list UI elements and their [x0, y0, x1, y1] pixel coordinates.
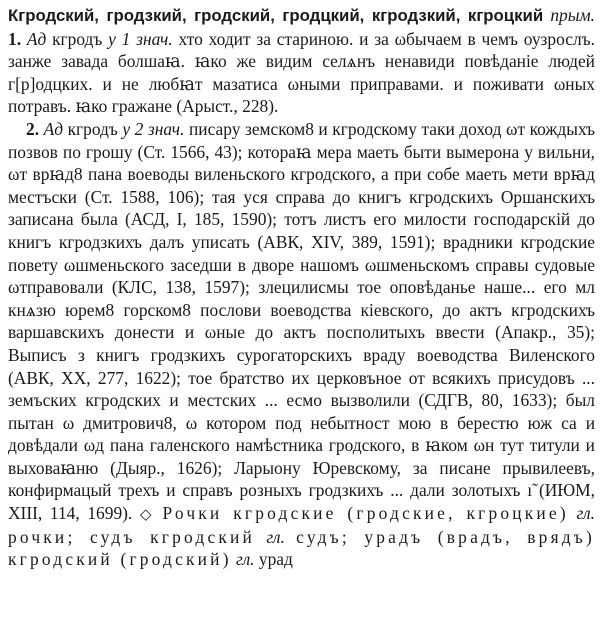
- part-of-speech: прым.: [550, 5, 595, 25]
- phrase-value-2: судъ; урадъ (врадъ, врядъ) кгродский (гродский): [8, 526, 595, 570]
- phrase-label-3: гл.: [236, 549, 255, 570]
- sense-1-ref: кгродъ: [52, 28, 103, 49]
- sense-1-ref-sense: у 1 знач.: [108, 28, 173, 49]
- sense-2-ref: кгродъ: [67, 118, 118, 139]
- entry-headwords: Кгродский, гродзкий, гродский, гродцкий, кгродзкий, кгроцкий: [8, 6, 544, 25]
- sense-1-text: хто ходит за стариною. и за ωбычаем в чемъ оузрослъ. занже завада болшаꙗ. ꙗко же видим селѧнъ ненавиди повѣданiе людей г[р]одцких. и не любꙗт мазатиса ωными приправами. и поживати ωных потравъ. ꙗко гражане (Арыст., 228).: [8, 28, 595, 117]
- sense-2-number: 2.: [26, 118, 40, 139]
- sense-2-label: Ад: [43, 118, 64, 139]
- phrase-value-1: рочки; судъ кгродский: [8, 526, 256, 547]
- sense-2-ref-sense: у 2 знач.: [122, 118, 185, 139]
- sense-1-number: 1.: [8, 28, 22, 49]
- phrase-diamond-icon: ◇: [139, 505, 155, 524]
- phrase-text: Рочки кгродские (гродские, кгроцкие): [162, 503, 569, 524]
- entry-paragraph-1: [8, 4, 595, 118]
- sense-2-text: писару земском8 и кгродскому таки доход ωт кождыхъ позвов по грошу (Ст. 1566, 43); котораꙗ мера маеть быти вымерона у вильни, ωт врꙗд8 пана воеводы виленьского кгродского, а при собе маеть мети врꙗд местъски (Ст. 1588, 106); тая уся справа до книгъ кгродскихъ Оршанскихъ записана была (АСД, I, 185, 1590); тотъ листъ его милости господарскiй до книгъ кгродзкихъ далъ уписать (АВК, XIV, 389, 1591); врадники кгродские повету ωшменьского заседши в дворе нашомъ ωшменьскомъ справы судовые ωтправовали (КЛС, 138, 1597); злецилисмы тое оповѣданье наше... его мл кнѧзю юрем8 горском8 послови воеводства кiевского, до актъ кгродскихъ варшавскихъ донести и ωные до актъ посполитыхъ ввести (Апакр., 35); Выписъ з книгъ гродзкихъ сурогаторскихъ враду воеводства Виленского (АВК, XX, 277, 1622); тое братство их церковъное от всякихъ присудовъ ... земъских кгродских и местских ... есмо вызволили (СДГВ, 80, 1633); был пытан ω дмитрович8, ω котором под небытност мою в берестю юж са и довѣдали ωд пана галенского намѣстника гродского, в ꙗком ωн тут титули и выховаꙗню (Дыяр., 1626); Ларыону Юревскому, за писане прывилеевъ, конфирмацый трехъ и справъ розныхъ гродзкихъ ... дали золотыхъ ı̃ (ИЮМ, XIII, 114, 1699).: [8, 118, 595, 524]
- sense-1-label: Ад: [26, 28, 47, 49]
- dictionary-entry: [8, 4, 595, 571]
- phrase-label-2: гл.: [266, 526, 285, 547]
- phrase-value-3: урад: [258, 549, 293, 570]
- phrase-label-1: гл.: [576, 503, 595, 524]
- entry-paragraph-2: [8, 118, 595, 571]
